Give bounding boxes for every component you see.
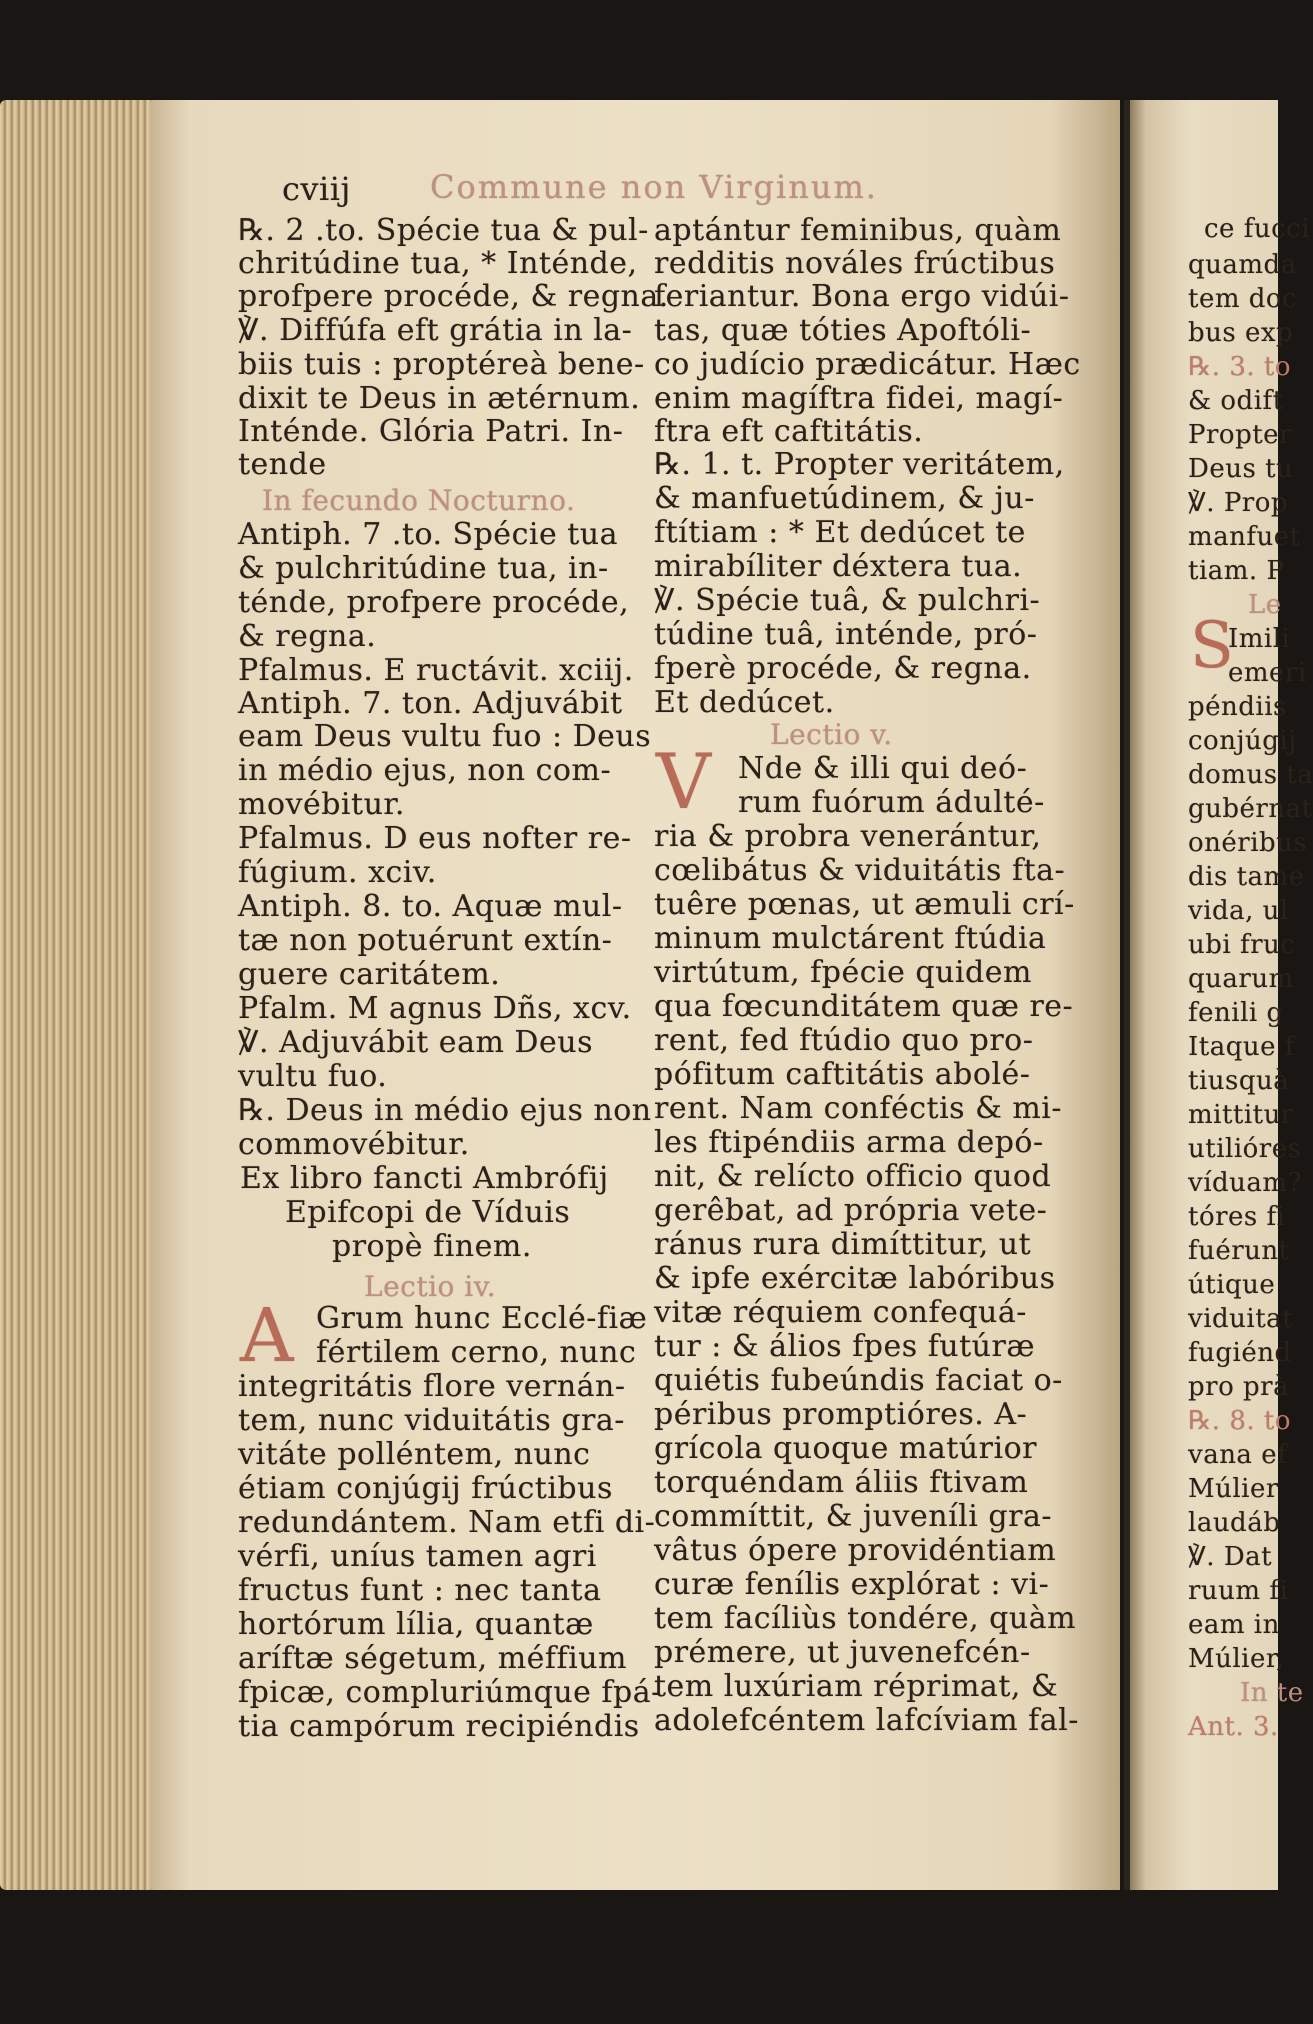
lectio-heading: Lectio v.	[770, 718, 893, 751]
text-line: tende	[238, 447, 327, 482]
text-line: túdine tuâ, inténde, pró-	[654, 617, 1038, 652]
text-line: péndiis	[1188, 692, 1287, 722]
text-line: ce fucci	[1204, 214, 1311, 244]
text-line: prémere, ut juvenefcén-	[654, 1635, 1031, 1670]
text-line: ℞. 2 .to. Spécie tua & pul-	[238, 213, 649, 248]
text-line: ria & probra venerántur,	[654, 819, 1042, 854]
text-line: pófitum caftitátis abolé-	[654, 1057, 1031, 1092]
text-line: redundántem. Nam etfi di-	[238, 1505, 656, 1540]
text-line: tem doc	[1188, 284, 1298, 314]
psalm-line: Pfalmus. E ructávit. xciij.	[238, 653, 634, 688]
text-line: conjúgij	[1188, 726, 1297, 756]
text-line: cœlibátus & viduitátis fta-	[654, 853, 1066, 888]
text-line: movébitur.	[238, 787, 405, 822]
text-line: ránus rura dimíttitur, ut	[654, 1227, 1032, 1262]
text-line: torquéndam áliis ftivam	[654, 1465, 1029, 1500]
text-line: integritátis flore vernán-	[238, 1369, 626, 1404]
text-line: tiusquà	[1188, 1066, 1290, 1096]
text-line: tia campórum recipiéndis	[238, 1709, 640, 1744]
text-line: tóres fi	[1188, 1202, 1286, 1232]
text-line: Et dedúcet.	[654, 685, 835, 720]
text-line: mirabíliter déxtera tua.	[654, 549, 1023, 584]
text-line: ℞. 3. to	[1188, 352, 1292, 382]
text-line: fértilem cerno, nunc	[316, 1335, 637, 1370]
text-line: Itaque f	[1188, 1032, 1295, 1062]
text-line: fugiénd	[1188, 1338, 1292, 1368]
text-line: laudáb	[1188, 1508, 1281, 1538]
antiphon-line: Antiph. 8. to. Aquæ mul-	[238, 889, 623, 924]
text-line: redditis nováles frúctibus	[654, 246, 1056, 281]
nocturn-heading: In fecundo Nocturno.	[262, 484, 576, 517]
text-line: tem, nunc viduitátis gra-	[238, 1403, 625, 1438]
text-line: manfuet	[1188, 522, 1301, 552]
text-line: vida, ul	[1188, 896, 1289, 926]
text-line: ftítiam : * Et dedúcet te	[654, 515, 1026, 550]
source-line: propè finem.	[332, 1229, 532, 1264]
text-line: ℣. Spécie tuâ, & pulchri-	[654, 583, 1041, 618]
text-line: ftra eft caftitátis.	[654, 414, 924, 449]
text-line: viduitat	[1188, 1304, 1294, 1334]
text-line: víduam?	[1188, 1168, 1302, 1198]
text-line: dis tame	[1188, 862, 1305, 892]
text-line: Inténde. Glória Patri. In-	[238, 414, 624, 449]
text-line: tur : & álios fpes futúræ	[654, 1329, 1036, 1364]
antiphon-line: Antiph. 7. ton. Adjuvábit	[238, 686, 623, 721]
text-line: vitáte polléntem, nunc	[238, 1437, 591, 1472]
text-line: Deus tu	[1188, 454, 1294, 484]
text-line: Grum hunc Ecclé-fiæ	[316, 1301, 648, 1336]
text-line: fenili g	[1188, 998, 1284, 1028]
text-line: fúgium. xciv.	[238, 855, 437, 890]
text-line: ℣. Dat	[1188, 1542, 1273, 1572]
text-line: onéribus	[1188, 828, 1308, 858]
lectio-heading: Le	[1248, 590, 1282, 620]
text-line: ℣. Diffúfa eft grátia in la-	[238, 313, 633, 348]
text-line: adolefcéntem lafcíviam fal-	[654, 1703, 1079, 1738]
text-line: emeri	[1228, 658, 1307, 688]
text-line: bus exp	[1188, 318, 1294, 348]
text-line: tem facíliùs tondére, quàm	[654, 1601, 1077, 1636]
text-line: hortórum lília, quantæ	[238, 1607, 594, 1642]
text-line: útique	[1188, 1270, 1276, 1300]
text-line: vultu fuo.	[238, 1059, 388, 1094]
text-line: guere caritátem.	[238, 957, 501, 992]
drop-cap-initial: S	[1190, 609, 1234, 683]
text-line: & ipfe exércitæ labóribus	[654, 1261, 1056, 1296]
text-line: chritúdine tua, * Inténde,	[238, 246, 638, 281]
text-line: fructus funt : nec tanta	[238, 1573, 602, 1608]
text-line: aríftæ ségetum, méffium	[238, 1641, 627, 1676]
page-edges	[0, 100, 160, 1890]
text-line: curæ fenílis explórat : vi-	[654, 1567, 1050, 1602]
text-line: eam in	[1188, 1610, 1280, 1640]
text-line: nit, & relícto officio quod	[654, 1159, 1052, 1194]
text-line: & regna.	[238, 619, 377, 654]
text-line: ℣. Adjuvábit eam Deus	[238, 1025, 593, 1060]
text-line: profpere procéde, & regna.	[238, 279, 669, 314]
text-line: & pulchritúdine tua, in-	[238, 551, 609, 586]
text-line: fpicæ, compluriúmque fpá-	[238, 1675, 662, 1710]
text-line: tiam. P	[1188, 556, 1285, 586]
text-line: feriantur. Bona ergo vidúi-	[654, 279, 1070, 314]
text-line: vitæ réquiem confequá-	[654, 1295, 1027, 1330]
text-line: rum fuórum ádulté-	[738, 785, 1045, 820]
text-line: co judício prædicátur. Hæc	[654, 347, 1081, 382]
text-line: utilióres	[1188, 1134, 1302, 1164]
text-line: mittitur	[1188, 1100, 1294, 1130]
text-line: vérfi, uníus tamen agri	[238, 1539, 597, 1574]
text-line: ℞. Deus in médio ejus non	[238, 1093, 652, 1128]
source-line: Epifcopi de Víduis	[285, 1195, 571, 1230]
text-line: In te	[1240, 1678, 1304, 1708]
text-line: tem luxúriam réprimat, &	[654, 1669, 1059, 1704]
text-line: aptántur feminibus, quàm	[654, 213, 1062, 248]
running-title: Commune non Virginum.	[430, 168, 878, 206]
text-line: rent. Nam conféctis & mi-	[654, 1091, 1063, 1126]
text-line: Nde & illi qui deó-	[738, 751, 1028, 786]
text-line: eam Deus vultu fuo : Deus	[238, 719, 652, 754]
text-line: Imili	[1228, 624, 1291, 654]
text-line: Propter	[1188, 420, 1292, 450]
text-line: dixit te Deus in ætérnum.	[238, 381, 641, 416]
text-line: quiétis fubeúndis faciat o-	[654, 1363, 1063, 1398]
text-line: vana ef	[1188, 1440, 1288, 1470]
text-line: virtútum, fpécie quidem	[654, 955, 1032, 990]
column-3-clip	[1130, 100, 1313, 1890]
text-line: minum mulctárent ftúdia	[654, 921, 1047, 956]
text-line: ruum fi	[1188, 1576, 1289, 1606]
text-line: quamda	[1188, 250, 1297, 280]
psalm-line: Pfalmus. D eus nofter re-	[238, 821, 632, 856]
text-line: pro prà	[1188, 1372, 1290, 1402]
text-line: enim magíftra fidei, magí-	[654, 381, 1064, 416]
text-line: tas, quæ tóties Apoftóli-	[654, 313, 1032, 348]
antiphon-line: Antiph. 7 .to. Spécie tua	[238, 517, 619, 552]
page-number: cviij	[282, 170, 351, 208]
text-line: péribus promptióres. A-	[654, 1397, 1028, 1432]
text-line: biis tuis : proptéreà bene-	[238, 347, 645, 382]
text-line: étiam conjúgij frúctibus	[238, 1471, 613, 1506]
text-line: ℞. 1. t. Propter veritátem,	[654, 447, 1065, 482]
drop-cap-initial: A	[240, 1293, 294, 1379]
text-line: tæ non potuérunt extín-	[238, 923, 613, 958]
text-line: qua fœcunditátem quæ re-	[654, 989, 1074, 1024]
text-line: domus ta	[1188, 760, 1313, 790]
text-line: ℣. Prop	[1188, 488, 1289, 518]
text-line: commovébitur.	[238, 1127, 470, 1162]
text-line: & manfuetúdinem, & ju-	[654, 481, 1035, 516]
text-line: quarum	[1188, 964, 1294, 994]
text-line: les ftipéndiis arma depó-	[654, 1125, 1044, 1160]
text-line: gerêbat, ad própria vete-	[654, 1193, 1048, 1228]
text-line: in médio ejus, non com-	[238, 753, 612, 788]
psalm-line: Pfalm. M agnus Dñs, xcv.	[238, 991, 632, 1026]
text-line: vâtus ópere providéntiam	[654, 1533, 1057, 1568]
lectio-heading: Lectio iv.	[364, 1270, 497, 1303]
text-line: gubérnat	[1188, 794, 1313, 824]
text-line: ℞. 8. to	[1188, 1406, 1292, 1436]
text-line: ténde, profpere procéde,	[238, 585, 630, 620]
text-line: Ant. 3.	[1188, 1712, 1279, 1742]
text-line: fuérunt	[1188, 1236, 1290, 1266]
text-line: tuêre pœnas, ut æmuli crí-	[654, 887, 1075, 922]
text-line: commíttit, & juveníli gra-	[654, 1499, 1052, 1534]
text-line: & odift	[1188, 386, 1284, 416]
text-line: ubi fruc	[1188, 930, 1296, 960]
text-line: Múlier,	[1188, 1644, 1285, 1674]
text-line: Múlier	[1188, 1474, 1279, 1504]
text-line: grícola quoque matúrior	[654, 1431, 1037, 1466]
text-line: rent, fed ftúdio quo pro-	[654, 1023, 1034, 1058]
drop-cap-initial: V	[656, 737, 711, 826]
text-line: fperè procéde, & regna.	[654, 651, 1032, 686]
source-line: Ex libro fancti Ambrófij	[240, 1161, 609, 1196]
